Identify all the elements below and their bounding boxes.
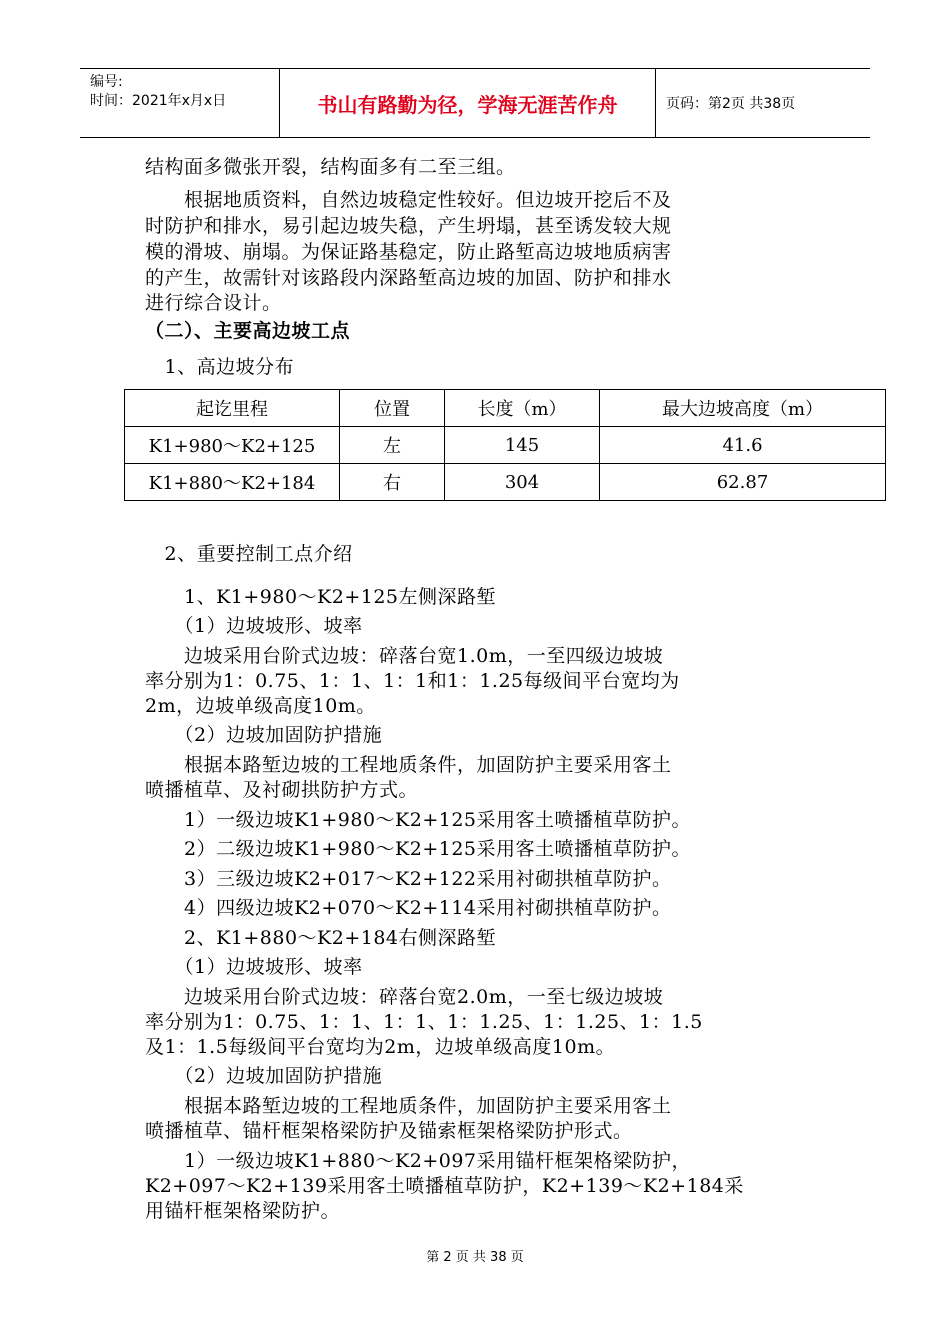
table-header-row [125, 390, 886, 427]
page-header [80, 68, 870, 138]
body-line: 3）三级边坡K2+017～K2+122采用衬砌拱植草防护。 [145, 868, 672, 890]
body-line: 率分别为1：0.75、1：1、1：1、1：1.25、1：1.25、1：1.5 [145, 1011, 703, 1033]
body-line: 喷播植草、锚杆框架格梁防护及锚索框架格梁防护形式。 [145, 1120, 633, 1142]
table-cell: 右 [340, 464, 445, 501]
header-page-label: 页码：第2页 共38页 [666, 96, 796, 112]
table-header-cell: 位置 [340, 390, 445, 427]
page-footer: 第 2 页 共 38 页 [426, 1250, 524, 1265]
body-line: 及1：1.5每级间平台宽均为2m，边坡单级高度10m。 [145, 1036, 616, 1058]
section-heading: （二）、主要高边坡工点 [145, 320, 351, 342]
header-motto: 书山有路勤为径，学海无涯苦作舟 [280, 69, 656, 137]
body-line: （2）边坡加固防护措施 [145, 1065, 383, 1087]
table-cell: K1+880～K2+184 [125, 464, 340, 501]
table-row [125, 464, 886, 501]
body-line: （1）边坡坡形、坡率 [145, 956, 363, 978]
body-line: 1）一级边坡K1+980～K2+125采用客土喷播植草防护。 [145, 809, 692, 831]
table-cell: K1+980～K2+125 [125, 427, 340, 464]
body-line: 喷播植草、及衬砌拱防护方式。 [145, 779, 419, 801]
table-header-cell: 最大边坡高度（m） [600, 390, 886, 427]
table-cell: 145 [445, 427, 600, 464]
body-line: 1）一级边坡K1+880～K2+097采用锚杆框架格梁防护， [145, 1150, 692, 1172]
body-line: 率分别为1：0.75、1：1、1：1和1：1.25每级间平台宽均为 [145, 670, 680, 692]
paragraph-line: 模的滑坡、崩塌。为保证路基稳定，防止路堑高边坡地质病害 [145, 241, 672, 263]
table-cell: 62.87 [600, 464, 886, 501]
body-line: 2）二级边坡K1+980～K2+125采用客土喷播植草防护。 [145, 838, 692, 860]
number-label: 编号: [90, 74, 123, 90]
body-line: （1）边坡坡形、坡率 [145, 615, 363, 637]
body-line: 1、K1+980～K2+125左侧深路堑 [145, 586, 497, 608]
paragraph-line: 结构面多微张开裂，结构面多有二至三组。 [145, 156, 516, 178]
slope-distribution-table [124, 389, 886, 501]
body-line: 边坡采用台阶式边坡：碎落台宽1.0m，一至四级边坡坡 [145, 645, 664, 667]
table-row [125, 427, 886, 464]
body-line: （2）边坡加固防护措施 [145, 724, 383, 746]
body-line: 边坡采用台阶式边坡：碎落台宽2.0m，一至七级边坡坡 [145, 986, 664, 1008]
body-line: 2、K1+880～K2+184右侧深路堑 [145, 927, 497, 949]
paragraph-line: 时防护和排水，易引起边坡失稳，产生坍塌，甚至诱发较大规 [145, 215, 672, 237]
body-line: 根据本路堑边坡的工程地质条件，加固防护主要采用客土 [145, 754, 672, 776]
header-meta [80, 69, 280, 137]
body-line: 4）四级边坡K2+070～K2+114采用衬砌拱植草防护。 [145, 897, 672, 919]
body-line: K2+097～K2+139采用客土喷播植草防护，K2+139～K2+184采 [145, 1175, 744, 1197]
table-header-cell: 起讫里程 [125, 390, 340, 427]
table-header-cell: 长度（m） [445, 390, 600, 427]
subheading-distribution: 1、高边坡分布 [145, 356, 295, 378]
paragraph-line: 进行综合设计。 [145, 292, 282, 314]
subheading-control-points: 2、重要控制工点介绍 [145, 543, 353, 565]
time-label: 时间：2021年x月x日 [90, 93, 227, 109]
table-cell: 左 [340, 427, 445, 464]
paragraph-line: 的产生，故需针对该路段内深路堑高边坡的加固、防护和排水 [145, 267, 672, 289]
table-cell: 41.6 [600, 427, 886, 464]
body-line: 2m，边坡单级高度10m。 [145, 695, 376, 717]
table-cell: 304 [445, 464, 600, 501]
paragraph-line: 根据地质资料，自然边坡稳定性较好。但边坡开挖后不及 [145, 189, 672, 211]
body-line: 用锚杆框架格梁防护。 [145, 1200, 341, 1222]
body-line: 根据本路堑边坡的工程地质条件，加固防护主要采用客土 [145, 1095, 672, 1117]
